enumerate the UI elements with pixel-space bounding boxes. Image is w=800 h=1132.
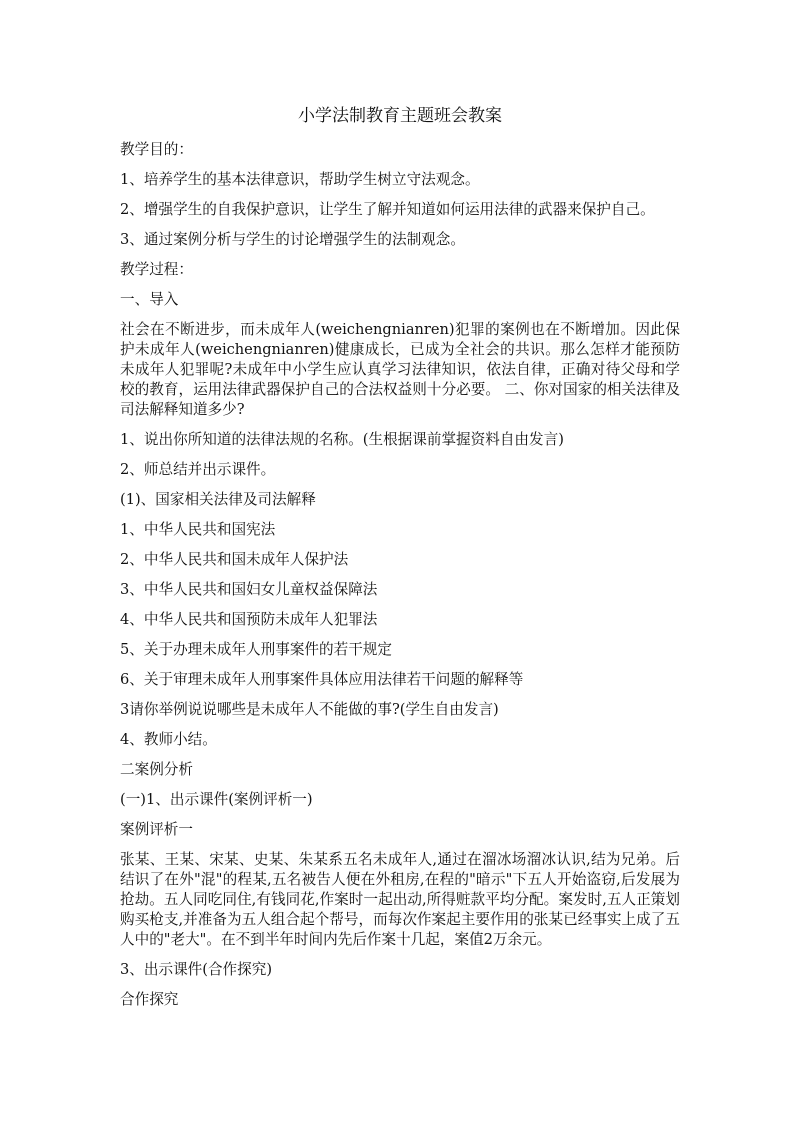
list-item: 2、师总结并出示课件。	[120, 461, 276, 478]
document-title: 小学法制教育主题班会教案	[298, 106, 502, 126]
objective-item: 3、通过案例分析与学生的讨论增强学生的法制观念。	[120, 231, 465, 248]
list-item: 3、出示课件(合作探究)	[120, 961, 273, 978]
law-item: 4、中华人民共和国预防未成年人犯罪法	[120, 611, 378, 628]
law-item: 3、中华人民共和国妇女儿童权益保障法	[120, 581, 378, 598]
law-item: 1、中华人民共和国宪法	[120, 521, 276, 538]
section-heading-objectives: 教学目的：	[120, 141, 193, 158]
body-paragraph: 社会在不断进步，而未成年人(weichengnianren)犯罪的案例也在不断增加。因此保护未成年人(weichengnianren)健康成长，已成为全社会的共识。那么怎样才能预防未成年人犯罪呢?未成年中小学生应认真学习法律知识，依法自律，正确对待父母和学校的教育，运用法律武器保护自己的合法权益则十分必要。 二、你对国家的相关法律及司法解释知道多少?	[120, 321, 680, 418]
section-heading-process: 教学过程：	[120, 261, 193, 278]
law-item: 5、关于办理未成年人刑事案件的若干规定	[120, 641, 392, 658]
list-item: (1)、国家相关法律及司法解释	[120, 491, 316, 508]
law-item: 2、中华人民共和国未成年人保护法	[120, 551, 349, 568]
law-item: 6、关于审理未成年人刑事案件具体应用法律若干问题的解释等	[120, 671, 524, 688]
list-item: 1、说出你所知道的法律法规的名称。(生根据课前掌握资料自由发言)	[120, 431, 564, 448]
case-heading: 案例评析一	[120, 821, 193, 838]
subsection-heading: 二案例分析	[120, 761, 193, 778]
list-item: 3请你举例说说哪些是未成年人不能做的事?(学生自由发言)	[120, 701, 499, 718]
list-item: 4、教师小结。	[120, 731, 217, 748]
subsection-heading: 一、导入	[120, 291, 179, 308]
document-body	[120, 140, 680, 1020]
objective-item: 2、增强学生的自我保护意识，让学生了解并知道如何运用法律的武器来保护自己。	[120, 201, 655, 218]
list-item: (一)1、出示课件(案例评析一)	[120, 791, 313, 808]
subsection-heading: 合作探究	[120, 991, 179, 1008]
objective-item: 1、培养学生的基本法律意识，帮助学生树立守法观念。	[120, 171, 480, 188]
case-paragraph: 张某、王某、宋某、史某、朱某系五名未成年人,通过在溜冰场溜冰认识,结为兄弟。后结识了在外"混"的程某,五名被告人便在外租房,在程的"暗示"下五人开始盗窃,后发展为抢劫。五人同吃同住,有钱同花,作案时一起出动,所得赃款平均分配。案发时,五人正策划购买枪支,并准备为五人组合起个帮号，而每次作案起主要作用的张某已经事实上成了五人中的"老大"。在不到半年时间内先后作案十几起，案值2万余元。	[120, 851, 680, 948]
